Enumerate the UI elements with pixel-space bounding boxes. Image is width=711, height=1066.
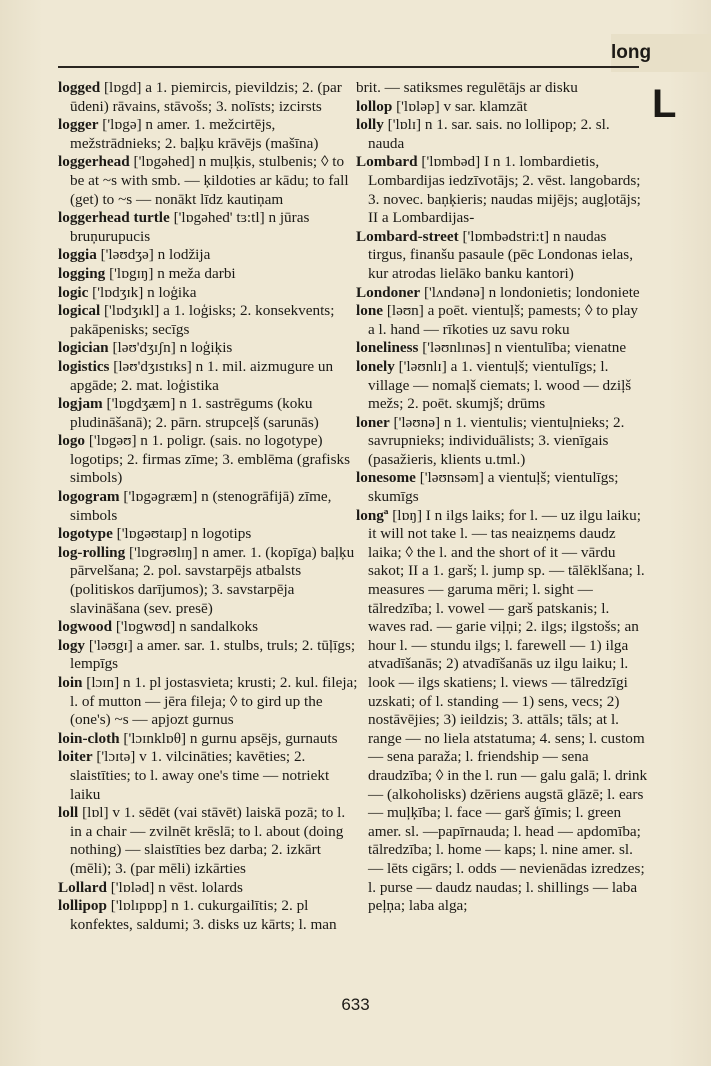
entry-headword: logy <box>58 636 86 654</box>
entry-text: ['lɒgəhed' tɜ:tl] n jūras bruņurupucis <box>70 209 310 245</box>
entry-text: ['lɒgdʒæm] n 1. sastrēgums (koku pludināšanā); 2. pārn. strupceļš (sarunās) <box>70 395 319 431</box>
dictionary-entry <box>356 228 648 284</box>
dictionary-entry <box>58 395 358 432</box>
entry-text: [ləʊ'dʒɪstɪks] n 1. mil. aizmugure un apgāde; 2. mat. loģistika <box>70 357 334 394</box>
dictionary-entry <box>58 339 358 358</box>
entry-headword: longª <box>356 506 389 524</box>
dictionary-entry <box>356 116 648 153</box>
left-column <box>58 79 358 934</box>
entry-text: [ləʊn] a poēt. vientuļš; pamests; ◊ to play a l. hand — rīkoties uz savu roku <box>368 302 639 338</box>
entry-text: ['lɒləd] n vēst. lolards <box>106 878 243 896</box>
entry-headword: logo <box>58 432 86 450</box>
dictionary-entry <box>356 339 648 358</box>
entry-headword: loll <box>58 804 79 822</box>
dictionary-entry <box>58 748 358 804</box>
dictionary-entry <box>58 637 358 674</box>
entry-text: [ləʊ'dʒɪʃn] n loģiķis <box>108 339 233 357</box>
dictionary-entry <box>58 544 358 618</box>
entry-headword: loggerhead <box>58 153 130 171</box>
dictionary-entry <box>58 730 358 749</box>
entry-text: ['lɒgəhed] n muļķis, stulbenis; ◊ to be at ~s with smb. — ķildoties ar kādu; to fall (get) to ~s — nonākt līdz kautiņam <box>70 153 349 208</box>
entry-headword: logician <box>58 339 109 357</box>
entry-text: ['ləʊnlɪnəs] n vientulība; vienatne <box>418 339 627 357</box>
dictionary-entry <box>58 302 358 339</box>
entry-headword: logogram <box>58 488 120 506</box>
entry-headword: loiter <box>58 748 93 766</box>
entry-text: ['lɒləp] v sar. klamzāt <box>392 97 528 115</box>
dictionary-entry <box>58 209 358 246</box>
entry-headword: logwood <box>58 618 113 636</box>
dictionary-entry <box>58 525 358 544</box>
entry-text: ['ləʊdʒə] n lodžija <box>96 246 211 264</box>
entry-text: ['lɔɪnklɒθ] n gurnu apsējs, gurnauts <box>119 729 338 747</box>
entry-headword: Lollard <box>58 878 107 896</box>
right-column <box>356 79 648 916</box>
entry-headword: logotype <box>58 525 113 543</box>
entry-headword: Lombard <box>356 153 418 171</box>
dictionary-entry <box>58 804 358 878</box>
entry-headword: logical <box>58 302 101 320</box>
page-number: 633 <box>341 995 370 1014</box>
entry-text: ['lɒgɪŋ] n meža darbi <box>105 264 236 282</box>
entry-text: ['lɒdʒɪkl] a 1. loģisks; 2. konsekvents; pakāpenisks; secīgs <box>70 302 335 338</box>
entry-headword: lonely <box>356 357 395 375</box>
entry-text: ['lʌndənə] n londonietis; londoniete <box>420 283 640 301</box>
dictionary-entry <box>58 897 358 934</box>
dictionary-entry <box>58 284 358 303</box>
dictionary-entry <box>58 674 358 730</box>
entry-headword: lollop <box>356 97 393 115</box>
dictionary-entry <box>58 358 358 395</box>
dictionary-entry <box>58 488 358 525</box>
entry-text: ['lɒgəgræm] n (stenogrāfijā) zīme, simbols <box>70 488 332 524</box>
entry-text: ['ləʊgɪ] a amer. sar. 1. stulbs, truls; 2. tūļīgs; lempīgs <box>70 636 356 673</box>
entry-text: [lɒgd] a 1. piemircis, pievildzis; 2. (par ūdeni) rāvains, stāvošs; 3. nolīsts; izcirsts <box>70 79 342 115</box>
entry-headword: Londoner <box>356 283 421 301</box>
dictionary-entry <box>58 116 358 153</box>
dictionary-entry <box>356 302 648 339</box>
entry-headword: lollipop <box>58 897 107 915</box>
dictionary-entry <box>58 246 358 265</box>
entry-headword: loneliness <box>356 339 419 357</box>
entry-text: [lɔɪn] n 1. pl jostasvieta; krusti; 2. kul. fileja; l. of mutton — jēra fileja; ◊ to gird up the (one's) ~s — apjozt gurnus <box>70 674 358 729</box>
entry-text: ['lɒdʒɪk] n loģika <box>88 283 197 301</box>
entry-text: [lɒl] v 1. sēdēt (vai stāvēt) laiskā pozā; to l. in a chair — zvilnēt krēslā; to l. about (doing nothing) — slaistīties bez darba; 2. izkārt (mēli); 3. (par mēli) izkārties <box>70 804 346 877</box>
entry-text: ['lɒgrəʊlɪŋ] n amer. 1. (kopīga) baļķu pārvelšana; 2. pol. savstarpējs atbalsts (politiskos darījumos); 3. savstarpēja slavināšana (sev. presē) <box>70 543 355 617</box>
dictionary-entry <box>356 284 648 303</box>
entry-text: ['lɒgəʊtaɪp] n logotips <box>112 525 252 543</box>
dictionary-entry <box>58 618 358 637</box>
entry-headword: logger <box>58 116 99 134</box>
entry-text: ['lɒgə] n amer. 1. mežcirtējs, mežstrādnieks; 2. baļķu krāvējs (mašīna) <box>70 116 319 152</box>
entry-text: ['lɒlɪpɒp] n 1. cukurgailītis; 2. pl konfektes, saldumi; 3. disks uz kārts; l. man <box>70 897 337 933</box>
dictionary-entry <box>356 414 648 470</box>
guide-word: long <box>611 34 711 72</box>
entry-headword: logistics <box>58 357 110 375</box>
entry-text: brit. — satiksmes regulētājs ar disku <box>356 79 578 96</box>
dictionary-entry <box>356 358 648 414</box>
dictionary-entry <box>58 153 358 209</box>
entry-headword: lone <box>356 302 384 320</box>
entry-text: [lɒŋ] I n ilgs laiks; for l. — uz ilgu laiku; it will not take l. — tas neaizņems daudz laika; ◊ the l. and the short of it — vārdu sakot; II a 1. garš; l. jump sp. — tālēklšana; l. measures — garuma mēri; l. sight — tālredzība; l. vowel — garš patskanis; l. waves rad. — garie viļņi; 2. ilgs; ilgstošs; an hour l. — stundu ilgs; l. farewell — 1) ilga atvadīšanās; 2) atvadīšanās uz ilgu laiku; l. look — ilgs skatiens; l. views — tālredzīgi uzskati; of l. standing — 1) sens, vecs; 2) nostāvējies; 3) ieildzis; 3. attāls; tāls; at l. range — no liela atstatuma; 4. sens; l. custom — sena paraža; l. friendship — sena draudzība; ◊ in the l. run — galu galā; l. drink — (alkoholisks) dzēriens augstā glāzē; l. ears — muļķība; l. face — garš ģīmis; l. green amer. sl. —papīrnauda; l. head — apdomība; tālredzība; l. home — kaps; l. nine amer. sl. — lēts cigārs; l. odds — nevienādas izredzes; l. purse — daudz naudas; l. shillings — laba peļņa; laba alga; <box>368 506 648 915</box>
entry-headword: logged <box>58 79 101 96</box>
entry-text: ['ləʊnlɪ] a 1. vientuļš; vientulīgs; l. village — nomaļš ciemats; l. wood — dziļš mežs; 2. poēt. skumjš; drūms <box>368 357 632 413</box>
entry-headword: logic <box>58 283 89 301</box>
entry-headword: logging <box>58 264 106 282</box>
dictionary-entry <box>58 432 358 488</box>
entry-headword: lonesome <box>356 469 416 487</box>
dictionary-entry <box>58 265 358 284</box>
entry-text: ['lɒgəʊ] n 1. poligr. (sais. no logotype) logotips; 2. firmas zīme; 3. emblēma (grafisks simbols) <box>70 432 351 487</box>
entry-text: ['lɒgwʊd] n sandalkoks <box>112 618 258 636</box>
entry-headword: loner <box>356 413 390 431</box>
section-letter: L <box>652 82 677 126</box>
dictionary-entry <box>356 79 648 98</box>
header-rule <box>58 66 639 68</box>
entry-headword: lolly <box>356 116 384 134</box>
dictionary-entry <box>356 469 648 506</box>
entry-headword: loggia <box>58 246 97 264</box>
entry-text: ['lɔɪtə] v 1. vilcināties; kavēties; 2. slaistīties; to l. away one's time — notriekt laiku <box>70 748 330 803</box>
entry-text: ['lɒlɪ] n 1. sar. sais. no lollipop; 2. sl. nauda <box>368 116 610 152</box>
dictionary-entry <box>356 153 648 227</box>
entry-text: ['lɒmbədstri:t] n naudas tirgus, finanšu pasaule (pēc Londonas ielas, kur atrodas lielāko banku kantori) <box>368 227 634 282</box>
dictionary-entry <box>356 507 648 916</box>
dictionary-entry <box>58 879 358 898</box>
entry-text: ['lɒmbəd] I n 1. lombardietis, Lombardijas iedzīvotājs; 2. vēst. langobards; 3. novec. baņķieris; naudas mijējs; augļotājs; II a Lombardijas- <box>368 153 641 227</box>
entry-headword: log-rolling <box>58 543 126 561</box>
entry-headword: Lombard-street <box>356 227 459 245</box>
entry-headword: logjam <box>58 395 103 413</box>
entry-headword: loin-cloth <box>58 729 120 747</box>
entry-headword: loggerhead turtle <box>58 209 170 227</box>
entry-text: ['ləʊnsəm] a vientuļš; vientulīgs; skumīgs <box>368 469 619 506</box>
entry-headword: loin <box>58 674 83 691</box>
entry-text: ['ləʊnə] n 1. vientulis; vientuļnieks; 2. savrupnieks; individuālists; 3. vienīgais (pasažieris, klients u.tml.) <box>368 413 625 468</box>
dictionary-entry <box>356 98 648 117</box>
dictionary-entry <box>58 79 358 116</box>
